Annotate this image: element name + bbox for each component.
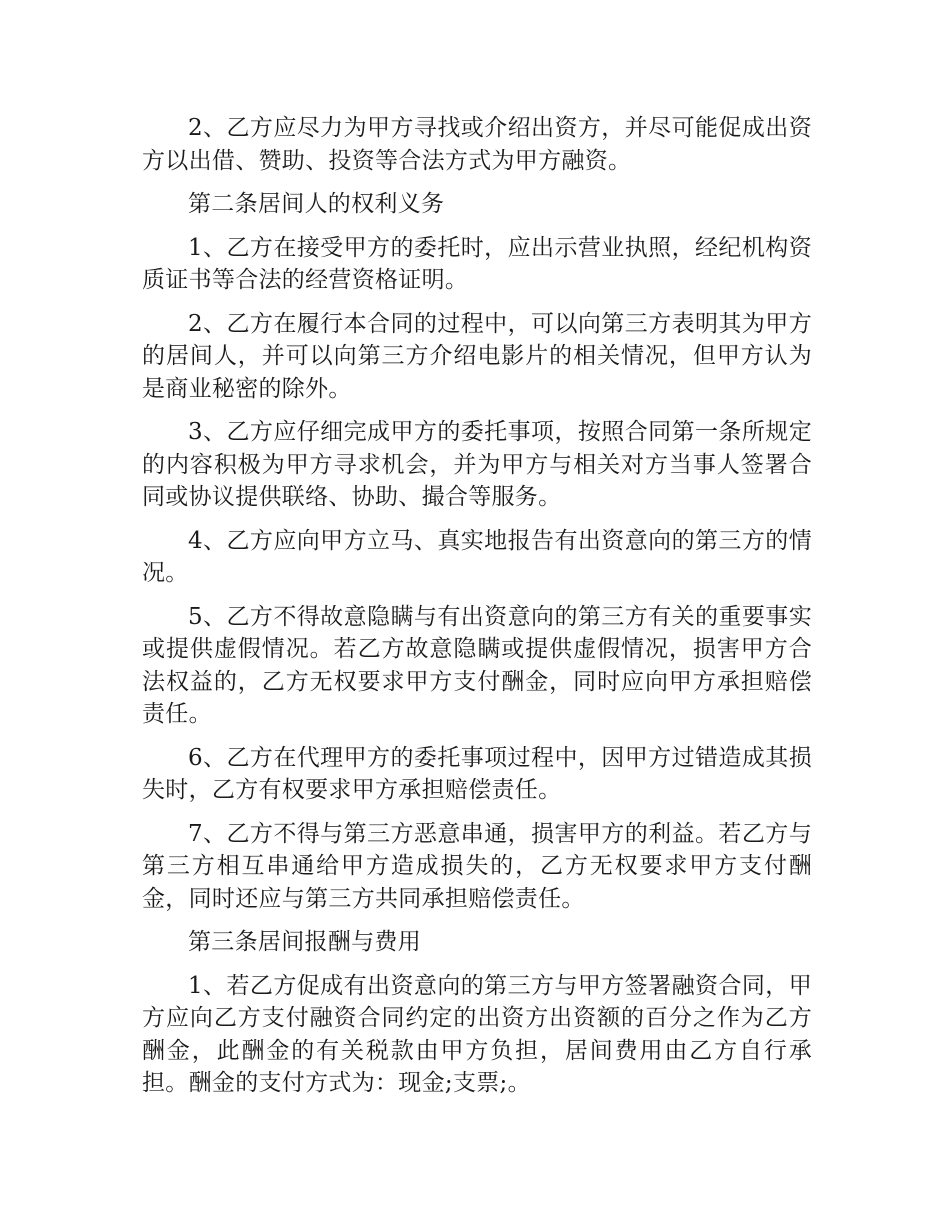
paragraph-clause-2-1: 2、乙方应尽力为甲方寻找或介绍出资方，并尽可能促成出资方以出借、赞助、投资等合法方式为甲方融资。 [142, 115, 812, 174]
paragraph-clause-2-2-5: 5、乙方不得故意隐瞒与有出资意向的第三方有关的重要事实或提供虚假情况。若乙方故意隐瞒或提供虚假情况，损害甲方合法权益的，乙方无权要求甲方支付酬金，同时应向甲方承担赔偿责任。 [142, 603, 812, 727]
paragraph-clause-3-1: 1、若乙方促成有出资意向的第三方与甲方签署融资合同，甲方应向乙方支付融资合同约定的出资方出资额的百分之作为乙方酬金，此酬金的有关税款由甲方负担，居间费用由乙方自行承担。酬金的支付方式为：现金;支票;。 [142, 972, 812, 1096]
paragraph-clause-2-2-6: 6、乙方在代理甲方的委托事项过程中，因甲方过错造成其损失时，乙方有权要求甲方承担赔偿责任。 [142, 744, 812, 803]
paragraph-clause-2-2-2: 2、乙方在履行本合同的过程中，可以向第三方表明其为甲方的居间人，并可以向第三方介绍电影片的相关情况，但甲方认为是商业秘密的除外。 [142, 310, 812, 402]
paragraph-clause-2-2-1: 1、乙方在接受甲方的委托时，应出示营业执照，经纪机构资质证书等合法的经营资格证明。 [142, 234, 812, 293]
document-body [142, 112, 812, 1111]
section-heading-article-3: 第三条居间报酬与费用 [188, 929, 421, 955]
paragraph-clause-2-2-3: 3、乙方应仔细完成甲方的委托事项，按照合同第一条所规定的内容积极为甲方寻求机会，并为甲方与相关对方当事人签署合同或协议提供联络、协助、撮合等服务。 [142, 419, 812, 510]
paragraph-clause-2-2-7: 7、乙方不得与第三方恶意串通，损害甲方的利益。若乙方与第三方相互串通给甲方造成损失的，乙方无权要求甲方支付酬金，同时还应与第三方共同承担赔偿责任。 [142, 820, 812, 912]
section-heading-article-2: 第二条居间人的权利义务 [188, 191, 445, 217]
paragraph-clause-2-2-4: 4、乙方应向甲方立马、真实地报告有出资意向的第三方的情况。 [142, 527, 812, 586]
